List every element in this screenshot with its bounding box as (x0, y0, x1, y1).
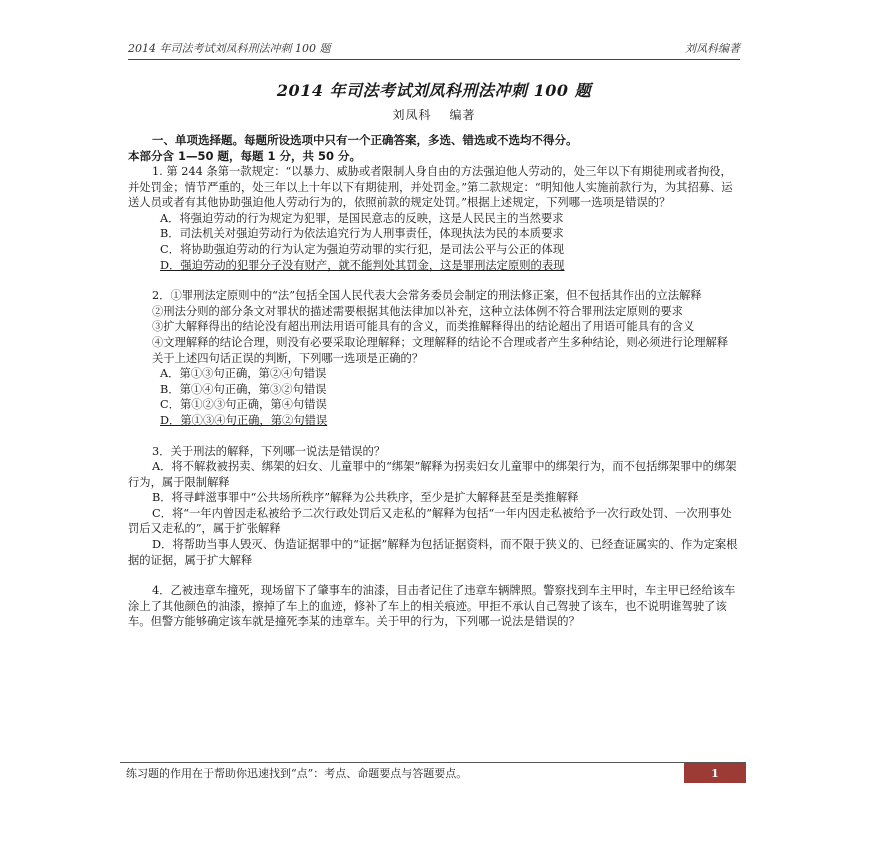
question-2 (128, 288, 740, 428)
option-d-correct: D．强迫劳动的犯罪分子没有财产，就不能判处其罚金，这是罪刑法定原则的表现 (160, 258, 565, 272)
section-heading: 一、单项选择题。每题所设选项中只有一个正确答案，多选、错选或不选均不得分。 (152, 133, 578, 147)
statement-4: ④文理解释的结论合理，则没有必要采取论理解释；文理解释的结论不合理或者产生多种结论，则必须进行论理解释 (152, 335, 729, 349)
question-4 (128, 583, 740, 630)
page-number: 1 (684, 763, 746, 783)
question-stem: 2．①罪刑法定原则中的“法”包括全国人民代表大会常务委员会制定的刑法修正案，但不包括其作出的立法解释 (152, 289, 702, 303)
question-stem: 1. 第 244 条第一款规定：“以暴力、威胁或者限制人身自由的方法强迫他人劳动的，处三年以下有期徒刑或者拘役，并处罚金；情节严重的，处三年以上十年以下有期徒刑，并处罚金。”第二款规定：“明知他人实施前款行为，为其招募、运送人员或者有其他协助强迫他人劳动行为的，依照前款的规定处罚。”根据上述规定，下列哪一选项是错误的？ (128, 165, 733, 210)
author-name: 刘凤科 (392, 108, 432, 122)
question-ask: 关于上述四句话正误的判断，下列哪一选项是正确的？ (152, 351, 424, 365)
running-header (128, 38, 740, 60)
option-b: B．司法机关对强迫劳动行为依法追究行为人刑事责任，体现执法为民的本质要求 (160, 227, 564, 241)
author-line (128, 106, 740, 123)
option-d-correct (128, 413, 740, 429)
question-stem: 3．关于刑法的解释，下列哪一说法是错误的？ (152, 444, 386, 458)
option-c: C．将协助强迫劳动的行为认定为强迫劳动罪的实行犯，是司法公平与公正的体现 (160, 242, 565, 256)
option-a: A．第①③句正确，第②④句错误 (160, 367, 327, 381)
statement-2: ②刑法分则的部分条文对罪状的描述需要根据其他法律加以补充，这种立法体例不符合罪刑法定原则的要求 (152, 304, 683, 318)
option-a: A．将强迫劳动的行为规定为犯罪，是国民意志的反映，这是人民民主的当然要求 (160, 211, 564, 225)
option-d: D．将帮助当事人毁灭、伪造证据罪中的“证据”解释为包括证据资料，而不限于狭义的、已经查证属实的、作为定案根据的证据，属于扩大解释 (128, 538, 738, 567)
option-c-correct: C．将“一年内曾因走私被给予二次行政处罚后又走私的”解释为包括“一年内因走私被给予一次行政处罚、一次刑事处罚后又走私的”，属于扩张解释 (128, 506, 732, 536)
option-c: C．第①②③句正确，第④句错误 (160, 398, 327, 412)
question-3 (128, 444, 740, 569)
statement-3: ③扩大解释得出的结论没有超出刑法用语可能具有的含义，而类推解释得出的结论超出了用语可能具有的含义 (152, 320, 695, 334)
question-stem: 4．乙被违章车撞死，现场留下了肇事车的油漆，目击者记住了违章车辆牌照。警察找到车主甲时，车主甲已经给该车涂上了其他颜色的油漆，擦掉了车上的血迹，修补了车上的相关痕迹。甲拒不承认自己驾驶了该车，也不说明谁驾驶了该车。但警方能够确定该车就是撞死李某的违章车。关于甲的行为，下列哪一说法是错误的？ (128, 584, 736, 629)
document-body (128, 132, 740, 630)
question-1 (128, 164, 740, 273)
option-b: B．将寻衅滋事罪中“公共场所秩序”解释为公共秩序，至少是扩大解释甚至是类推解释 (152, 491, 579, 505)
option-a: A．将不解救被拐卖、绑架的妇女、儿童罪中的“绑架”解释为拐卖妇女儿童罪中的绑架行为，而不包括绑架罪中的绑架行为，属于限制解释 (128, 460, 737, 489)
footer-note: 练习题的作用在于帮助你迅速找到“点”：考点、命题要点与答题要点。 (126, 767, 468, 780)
document-title: 2014 年司法考试刘凤科刑法冲刺 100 题 (276, 81, 592, 100)
author-role: 编著 (449, 108, 476, 122)
option-b: B．第①④句正确，第③②句错误 (160, 382, 327, 396)
header-author: 刘凤科编著 (685, 42, 740, 55)
page-footer (120, 762, 746, 783)
header-title: 2014 年司法考试刘凤科刑法冲刺 100 题 (128, 42, 331, 55)
section-heading-cont: 本部分含 1—50 题，每题 1 分，共 50 分。 (128, 149, 362, 163)
option-d-text: D．第①③④句正确，第②句错误 (160, 413, 328, 427)
